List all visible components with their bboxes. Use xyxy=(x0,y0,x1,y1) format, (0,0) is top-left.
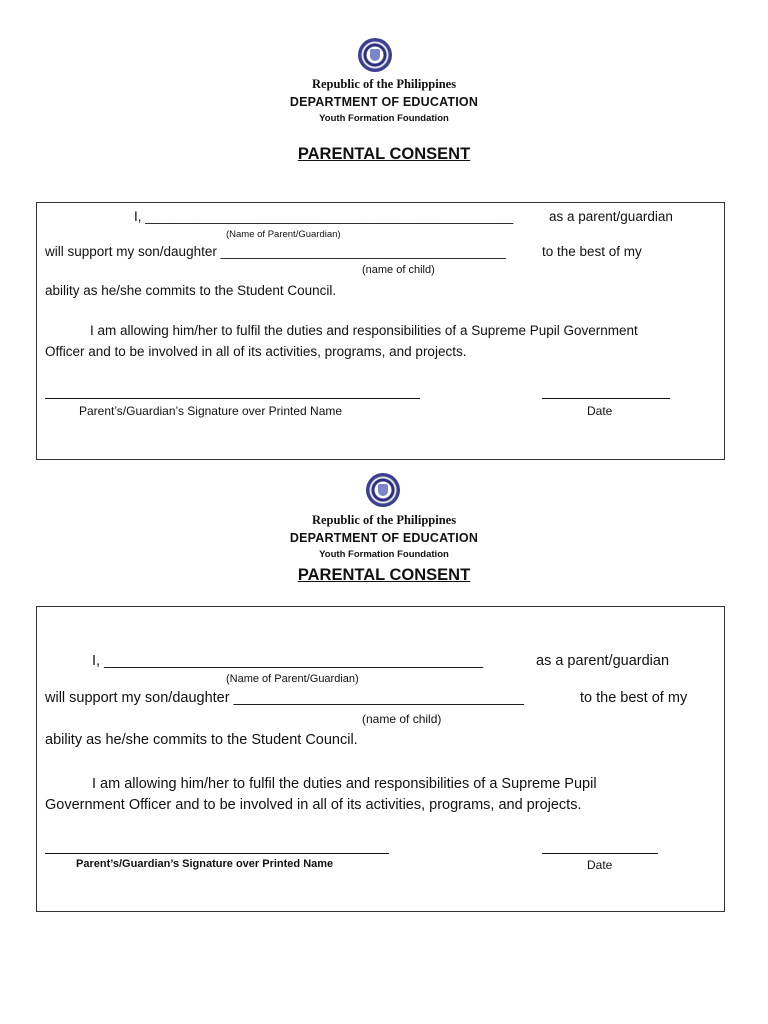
consent-paragraph-line-2: Officer and to be involved in all of its activities, programs, and projects. xyxy=(45,344,467,359)
consent-paragraph-line-2: Government Officer and to be involved in all of its activities, programs, and projects. xyxy=(45,797,582,813)
foundation-heading: Youth Formation Foundation xyxy=(319,549,449,560)
signature-label: Parent’s/Guardian’s Signature over Printed Name xyxy=(76,858,334,870)
child-name-field[interactable]: will support my son/daughter ______________________________________ xyxy=(45,244,506,259)
parent-name-caption: (Name of Parent/Guardian) xyxy=(226,673,359,685)
department-heading: DEPARTMENT OF EDUCATION xyxy=(289,531,479,545)
student-council-text: ability as he/she commits to the Student Council. xyxy=(45,732,358,748)
best-of-my-text: to the best of my xyxy=(580,690,688,706)
consent-paragraph-line-1: I am allowing him/her to fulfil the duties and responsibilities of a Supreme Pupil xyxy=(92,776,597,792)
child-name-caption: (name of child) xyxy=(362,712,442,726)
republic-heading: Republic of the Philippines xyxy=(311,513,457,527)
parent-guardian-text: as a parent/guardian xyxy=(549,209,673,224)
child-name-field[interactable]: will support my son/daughter ____________________________________ xyxy=(45,690,524,706)
student-council-text: ability as he/she commits to the Student Council. xyxy=(45,283,337,298)
consent-paragraph-line-1: I am allowing him/her to fulfil the duties and responsibilities of a Supreme Pupil Government xyxy=(90,323,638,338)
deped-seal-icon xyxy=(366,473,400,507)
department-heading: DEPARTMENT OF EDUCATION xyxy=(289,95,479,109)
parent-name-field[interactable]: I, _______________________________________________ xyxy=(92,653,484,669)
signature-label: Parent’s/Guardian’s Signature over Printed Name xyxy=(79,404,343,418)
republic-heading: Republic of the Philippines xyxy=(311,77,457,91)
signature-line[interactable] xyxy=(45,398,420,399)
date-line[interactable] xyxy=(542,398,670,399)
parent-name-field[interactable]: I, _________________________________________________ xyxy=(134,209,514,224)
date-line[interactable] xyxy=(542,853,658,854)
parent-name-caption: (Name of Parent/Guardian) xyxy=(226,229,341,240)
foundation-heading: Youth Formation Foundation xyxy=(319,113,449,124)
signature-line[interactable] xyxy=(45,853,389,854)
child-name-caption: (name of child) xyxy=(362,264,435,276)
deped-seal-icon xyxy=(358,38,392,72)
date-label: Date xyxy=(587,858,613,872)
best-of-my-text: to the best of my xyxy=(542,244,642,259)
form-title: PARENTAL CONSENT xyxy=(297,145,471,163)
form-title: PARENTAL CONSENT xyxy=(297,566,471,584)
date-label: Date xyxy=(587,404,613,418)
parent-guardian-text: as a parent/guardian xyxy=(536,653,670,669)
